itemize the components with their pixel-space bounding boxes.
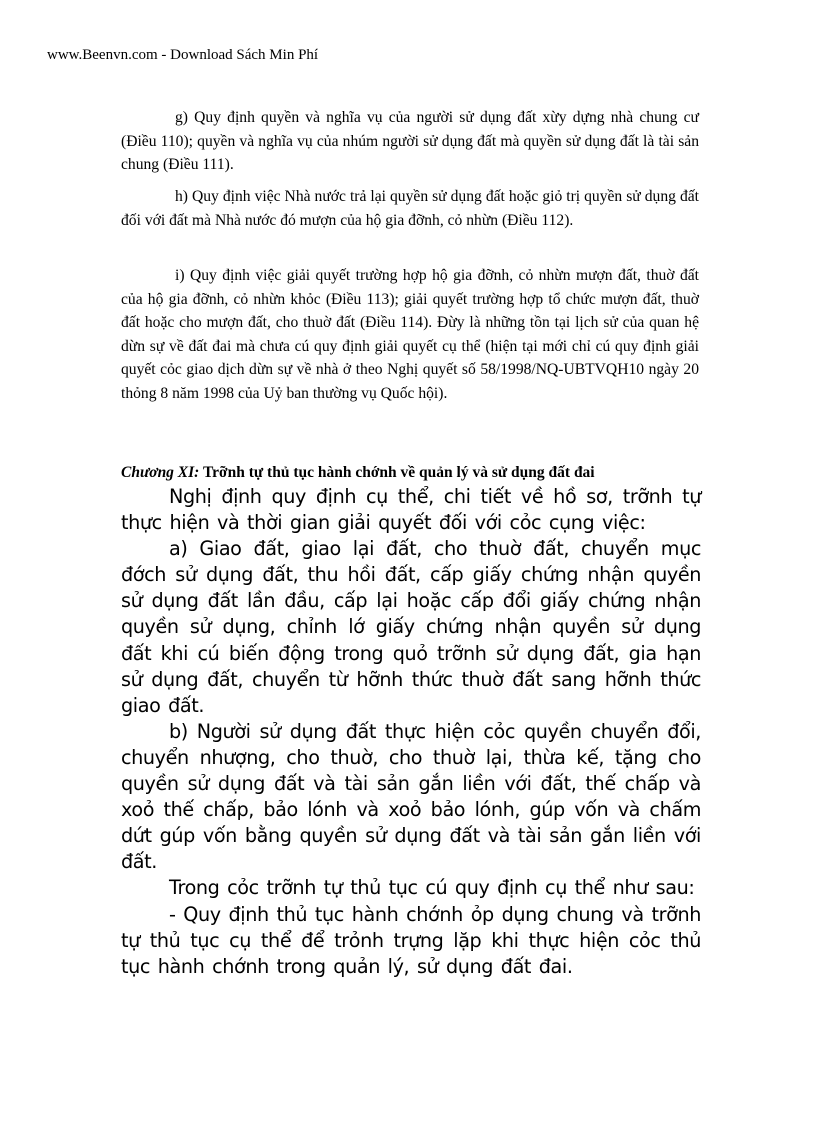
- section-i: [121, 264, 699, 405]
- body-procedure-1: - Quy định thủ tục hành chớnh ỏp dụng chung và trỡnh tự thủ tục cụ thể để trỏnh trựng lặp khi thực hiện cỏc thủ tục hành chớnh trong quản lý, sử dụng đất đai.: [121, 902, 701, 978]
- section-g: [121, 106, 699, 177]
- chapter-title: Trỡnh tự thủ tục hành chớnh về quản lý và sử dụng đất đai: [199, 464, 595, 481]
- chapter-number: Chương XI:: [121, 464, 200, 481]
- body-item-a: a) Giao đất, giao lại đất, cho thuờ đất, chuyển mục đớch sử dụng đất, thu hồi đất, cấp giấy chứng nhận quyền sử dụng đất lần đầu, cấp lại hoặc cấp đổi giấy chứng nhận quyền sử dụng, chỉnh lớ giấy chứng nhận quyền sử dụng đất khi cú biến động trong quỏ trỡnh sử dụng đất, gia hạn sử dụng đất, chuyển từ hỡnh thức thuờ đất sang hỡnh thức giao đất.: [121, 537, 701, 717]
- section-g-text: g) Quy định quyền và nghĩa vụ của người sử dụng đất xừy dựng nhà chung cư (Điều 110); quyền và nghĩa vụ của nhúm người sử dụng đất mà quyền sử dụng đất là tài sản chung (Điều 111).: [121, 109, 699, 173]
- section-h-text: h) Quy định việc Nhà nước trả lại quyền sử dụng đất hoặc giỏ trị quyền sử dụng đất đối với đất mà Nhà nước đó mượn của hộ gia đỡnh, cỏ nhừn (Điều 112).: [121, 188, 699, 229]
- section-h: [121, 185, 699, 232]
- chapter-body: [121, 484, 701, 980]
- site-header: www.Beenvn.com - Download Sách Min Phí: [47, 47, 319, 63]
- body-intro: Nghị định quy định cụ thể, chi tiết về hồ sơ, trỡnh tự thực hiện và thời gian giải quyết đối với cỏc cụng việc:: [121, 485, 701, 535]
- body-item-b: b) Người sử dụng đất thực hiện cỏc quyền chuyển đổi, chuyển nhượng, cho thuờ, cho thuờ lại, thừa kế, tặng cho quyền sử dụng đất và tài sản gắn liền với đất, thế chấp và xoỏ thế chấp, bảo lónh và xoỏ bảo lónh, gúp vốn và chấm dứt gúp vốn bằng quyền sử dụng đất và tài sản gắn liền với đất.: [121, 719, 701, 874]
- body-procedure-intro: Trong cỏc trỡnh tự thủ tục cú quy định cụ thể như sau:: [169, 876, 695, 900]
- section-i-text: i) Quy định việc giải quyết trường hợp hộ gia đỡnh, cỏ nhừn mượn đất, thuờ đất của hộ gia đỡnh, cỏ nhừn khỏc (Điều 113); giải quyết trường hợp tổ chức mượn đất, thuờ đất hoặc cho mượn đất, cho thuờ đất (Điều 114). Đừy là những tồn tại lịch sử của quan hệ dừn sự về đất đai mà chưa cú quy định giải quyết cụ thể (hiện tại mới chỉ cú quy định giải quyết cỏc giao dịch dừn sự về nhà ở theo Nghị quyết số 58/1998/NQ-UBTVQH10 ngày 20 thỏng 8 năm 1998 của Uỷ ban thường vụ Quốc hội).: [121, 267, 699, 402]
- chapter-heading: [121, 464, 701, 482]
